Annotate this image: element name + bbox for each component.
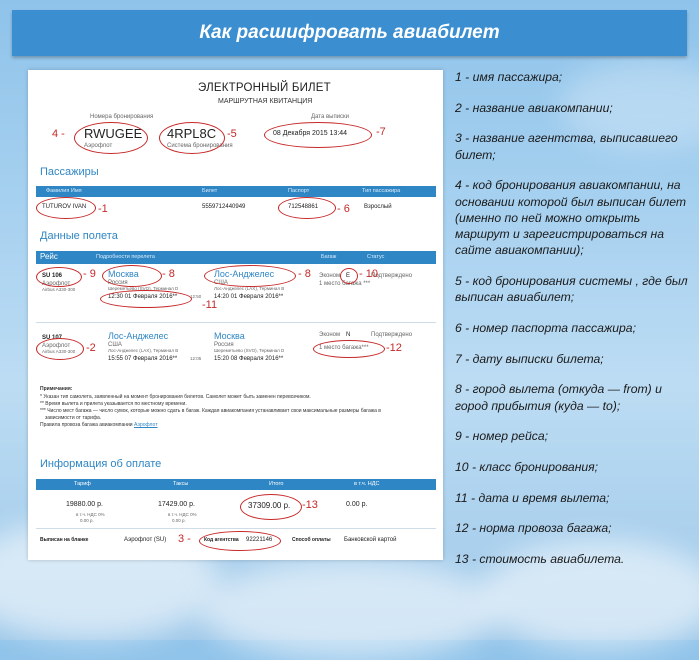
flight-title: Данные полета: [40, 230, 118, 242]
fare-vat-label: в т.ч. НДС 0%: [76, 512, 105, 517]
seg1-class-code: E: [346, 273, 351, 279]
note-line: *** Число мест багажа — число сумок, которые можно сдать в багаж. Каждая авиакомпания устанавливает свои максимальные размеры багажа в: [40, 408, 381, 414]
pay-header-fare: Тариф: [74, 481, 91, 487]
marker-oval-13: [240, 494, 302, 520]
marker-5: -5: [227, 128, 237, 140]
seg2-class-label: Эконом: [319, 332, 341, 338]
legend-item-9: 9 - номер рейса;: [455, 429, 548, 444]
flight-header-details: Подробности перелета: [96, 254, 155, 260]
marker-oval-12: [313, 340, 385, 358]
issue-date: 08 Декабря 2015 13:44: [273, 130, 348, 137]
passengers-header-bar: [36, 186, 436, 197]
marker-4: 4 -: [52, 128, 65, 140]
marker-oval-9: [36, 267, 82, 287]
seg1-baggage: 1 место багажа ***: [319, 281, 371, 287]
system-booking-code: 4RPL8C: [167, 126, 217, 141]
issued-value: Аэрофлот (SU): [124, 537, 167, 543]
airline-code-caption: Аэрофлот: [84, 143, 113, 149]
seg2-departure-time: 15:55 07 Февраля 2016**: [108, 356, 178, 362]
note-line: [40, 422, 158, 428]
marker-oval-1: [36, 197, 96, 219]
payment-title: Информация об оплате: [40, 458, 162, 470]
pax-header-name: Фамилия Имя: [46, 188, 82, 194]
marker-9: - 9: [83, 268, 96, 280]
note-line: зависимости от тарифа.: [45, 415, 102, 421]
pay-method-label: Способ оплаты: [292, 537, 331, 543]
payment-divider: [36, 528, 436, 529]
marker-12: -12: [386, 342, 402, 354]
legend-item-3: 3 - название агентства, выписавшего билет;: [455, 131, 678, 162]
taxes-vat-value: 0.00 р.: [172, 518, 186, 523]
legend-item-1: 1 - имя пассажира;: [455, 70, 563, 84]
marker-oval-10: [340, 268, 358, 284]
marker-oval-7: [264, 122, 372, 148]
agency-value: 92221146: [246, 537, 273, 543]
passenger-passport: 712548861: [288, 204, 319, 210]
seg2-from-airport: Лос-Анджелес (LAX), Терминал B: [108, 348, 179, 353]
seg1-duration: 12:50: [190, 294, 202, 299]
system-code-caption: Система бронирования: [167, 143, 233, 149]
payment-header-bar: [36, 479, 436, 490]
marker-oval-11: [100, 290, 192, 308]
total-value: 37309.00 р.: [248, 501, 291, 510]
seg1-arrival-time: 14:20 01 Февраля 2016**: [214, 294, 284, 300]
marker-oval-8b: [204, 265, 296, 287]
fare-value: 19880.00 р.: [66, 501, 103, 508]
seg2-arrival-time: 15:20 08 Февраля 2016**: [214, 356, 284, 362]
marker-10: - 10: [359, 268, 378, 280]
marker-1: -1: [98, 203, 108, 215]
marker-8b: - 8: [298, 268, 311, 280]
marker-13: -13: [302, 499, 318, 511]
agency-label: Код агентства: [204, 537, 239, 543]
passenger-name: TUTUROV IVAN: [42, 204, 87, 210]
legend-item-2: 2 - название авиакомпании;: [455, 100, 613, 115]
legend-item-5: 5 - код бронирования системы , где был выписан авиабилет;: [455, 273, 688, 305]
legend-item-8: 8 - город вылета (откуда — from) и город прибытия (куда — to);: [455, 382, 662, 413]
passenger-ticket: 5559712440949: [202, 204, 246, 210]
marker-oval-5: [159, 122, 225, 154]
fare-vat-value: 0.00 р.: [80, 518, 94, 523]
issued-label: Выписан на бланке: [40, 537, 89, 543]
marker-6: - 6: [337, 203, 350, 215]
seg2-to-airport: Шереметьево (SVO), Терминал D: [214, 348, 285, 353]
marker-oval-4: [74, 122, 148, 154]
pay-header-total: Итого: [269, 481, 284, 487]
notes-title: Примечания:: [40, 386, 73, 392]
booking-label: Номера бронирования: [90, 114, 154, 120]
seg1-flight-number: SU 106: [42, 273, 63, 279]
marker-oval-2: [36, 338, 84, 360]
banner-title: Как расшифровать авиабилет: [12, 10, 687, 56]
flight-header-flight: Рейс: [40, 252, 58, 261]
marker-oval-3: [199, 531, 281, 551]
issue-label: Дата выписки: [311, 114, 350, 120]
pax-header-passport: Паспорт: [288, 188, 310, 194]
legend-item-11: 11 - дата и время вылета;: [455, 490, 610, 505]
baggage-rules-text: Правила провоза багажа авиакомпании: [40, 422, 133, 428]
seg2-from-city: Лос-Анджелес: [108, 331, 169, 341]
pay-method-value: Банковской картой: [344, 537, 397, 543]
seg2-to-country: Россия: [214, 342, 234, 348]
seg1-from-airport: Шереметьево (SVO), Терминал D: [108, 286, 179, 291]
seg1-aircraft: Airbus A330-300: [42, 287, 76, 292]
pax-header-type: Тип пассажира: [362, 188, 401, 194]
marker-oval-6: [278, 197, 336, 219]
seg1-to-country: США: [214, 280, 228, 286]
ticket-document: [28, 70, 443, 560]
legend-item-12: 12 - норма провоза багажа;: [455, 521, 612, 536]
seg2-class-code: N: [346, 332, 351, 338]
airline-booking-code: RWUGEE: [84, 126, 143, 141]
vat-value: 0.00 р.: [346, 501, 368, 508]
taxes-vat-label: в т.ч. НДС 0%: [168, 512, 197, 517]
pay-header-vat: в т.ч. НДС: [354, 481, 380, 487]
flight-header-bar: [36, 251, 436, 264]
marker-11: -11: [202, 299, 218, 311]
marker-2: -2: [86, 342, 96, 354]
seg2-to-city: Москва: [214, 331, 245, 341]
legend-item-6: 6 - номер паспорта пассажира;: [455, 320, 636, 335]
marker-7: -7: [376, 126, 386, 138]
flight-header-status: Статус: [367, 254, 385, 260]
passenger-type: Взрослый: [364, 204, 392, 210]
taxes-value: 17429.00 р.: [158, 501, 195, 508]
baggage-rules-link[interactable]: Аэрофлот: [134, 422, 158, 428]
legend-item-13: 13 - стоимость авиабилета.: [455, 552, 625, 567]
seg1-to-airport: Лос-Анджелес (LAX), Терминал B: [214, 286, 285, 291]
legend-item-4: 4 - код бронирования авиакомпании, на основании которой был выписан билет (именно по ней можно открыть маршрут и зарегистрироваться на сайте авиакомпании);: [455, 178, 687, 258]
flight-header-baggage: Багаж: [321, 254, 337, 260]
seg2-baggage: 1 место багажа***: [319, 345, 369, 351]
seg1-from-country: Россия: [108, 280, 128, 286]
passengers-title: Пассажиры: [40, 166, 99, 178]
seg2-flight-number: SU 107: [42, 335, 63, 341]
seg2-duration: 12:05: [190, 356, 202, 361]
note-line: * Указан тип самолета, заявленный на момент бронирования билетов. Самолет может быть заменен перевозчиком.: [40, 394, 311, 400]
seg1-status: Подтверждено: [371, 273, 413, 279]
legend-item-10: 10 - класс бронирования;: [455, 460, 599, 474]
seg1-from-city: Москва: [108, 269, 139, 279]
marker-8a: - 8: [162, 268, 175, 280]
legend-list: [455, 69, 691, 582]
seg1-airline: Аэрофлот: [42, 281, 71, 287]
seg2-status: Подтверждено: [371, 332, 413, 338]
seg2-aircraft: Airbus A330-300: [42, 349, 76, 354]
ticket-subtitle: МАРШРУТНАЯ КВИТАНЦИЯ: [218, 98, 313, 105]
marker-oval-8a: [102, 265, 162, 287]
marker-3: 3 -: [178, 533, 191, 545]
seg1-to-city: Лос-Анджелес: [214, 269, 275, 279]
pax-header-ticket: Билет: [202, 188, 218, 194]
legend-item-7: 7 - дату выписки билета;: [455, 351, 604, 366]
pay-header-taxes: Таксы: [173, 481, 189, 487]
seg1-class-label: Эконом: [319, 273, 341, 279]
seg2-airline: Аэрофлот: [42, 343, 71, 349]
segment-divider: [36, 322, 436, 323]
seg1-departure-time: 12:30 01 Февраля 2016**: [108, 294, 178, 300]
seg2-from-country: США: [108, 342, 122, 348]
note-line: ** Время вылета и прилета указывается по местному времени.: [40, 401, 187, 407]
ticket-title: ЭЛЕКТРОННЫЙ БИЛЕТ: [198, 82, 331, 94]
